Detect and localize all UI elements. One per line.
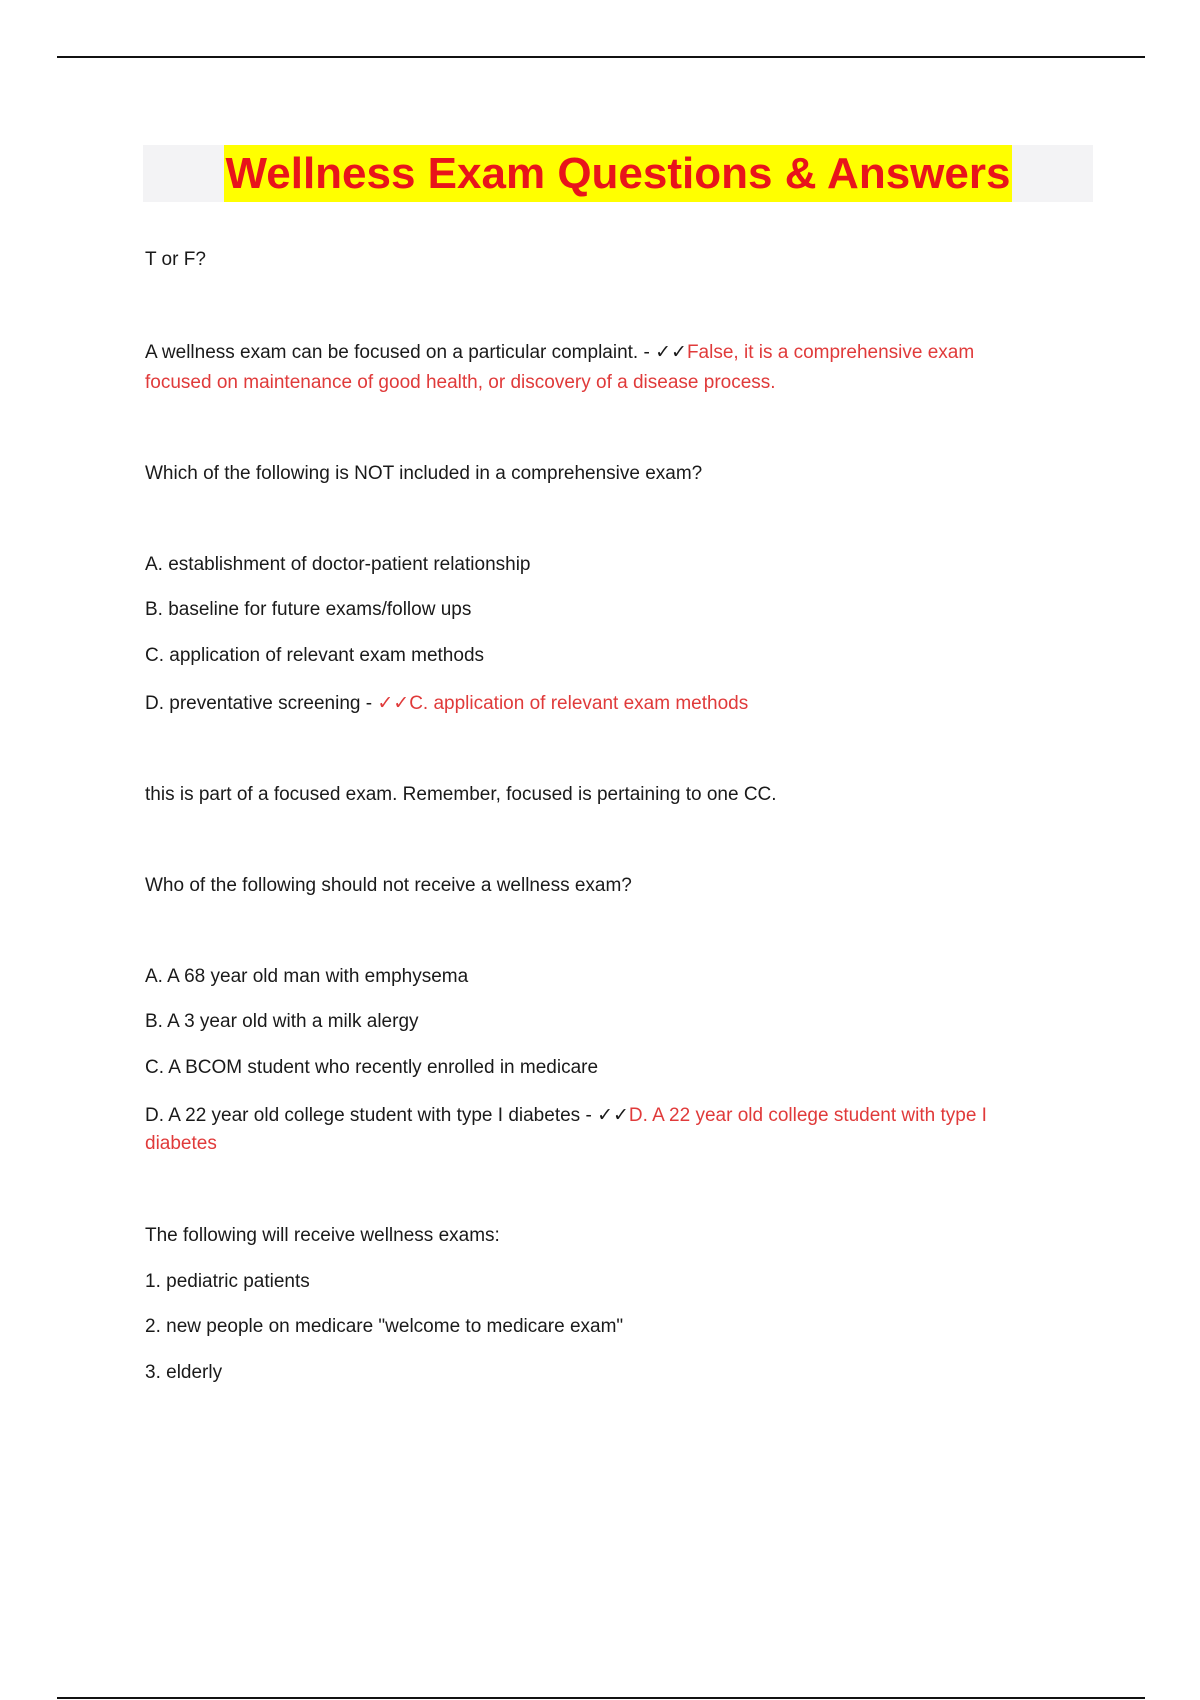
q2-option-c: C. application of relevant exam methods: [145, 645, 485, 666]
q3-option-d: [145, 1102, 987, 1130]
q3-option-d-text: D. A 22 year old college student with type I diabetes -: [145, 1105, 598, 1126]
question-2: Which of the following is NOT included in a comprehensive exam?: [145, 463, 703, 484]
q4-item-1: 1. pediatric patients: [145, 1271, 310, 1292]
tf-label: T or F?: [145, 249, 206, 270]
q4-item-3: 3. elderly: [145, 1362, 223, 1383]
answer-2: C. application of relevant exam methods: [409, 693, 749, 714]
q4-item-2: 2. new people on medicare "welcome to medicare exam": [145, 1316, 624, 1337]
page-title: Wellness Exam Questions & Answers: [224, 145, 1013, 202]
q3-option-a: A. A 68 year old man with emphysema: [145, 966, 469, 987]
question-1: [145, 339, 974, 367]
title-band: [143, 145, 1093, 202]
q2-option-a: A. establishment of doctor-patient relationship: [145, 554, 531, 575]
bottom-rule: [57, 1697, 1145, 1699]
q2-note: this is part of a focused exam. Remember, focused is pertaining to one CC.: [145, 784, 777, 805]
answer-1-line1: False, it is a comprehensive exam: [686, 342, 975, 363]
question-1-text: A wellness exam can be focused on a particular complaint. -: [145, 342, 656, 363]
answer-3-line1: D. A 22 year old college student with type I: [628, 1105, 987, 1126]
checkmark-icon: ✓✓: [597, 1105, 629, 1126]
q2-option-d: [145, 690, 748, 718]
q3-option-b: B. A 3 year old with a milk alergy: [145, 1011, 419, 1032]
q2-option-b: B. baseline for future exams/follow ups: [145, 599, 472, 620]
checkmark-icon: ✓✓: [377, 693, 410, 714]
answer-3-line2: diabetes: [145, 1133, 217, 1154]
top-rule: [57, 56, 1145, 58]
q2-option-d-text: D. preventative screening -: [145, 693, 378, 714]
answer-1-line2: focused on maintenance of good health, or discovery of a disease process.: [145, 372, 776, 393]
q3-option-c: C. A BCOM student who recently enrolled in medicare: [145, 1057, 599, 1078]
question-3: Who of the following should not receive a wellness exam?: [145, 875, 632, 896]
checkmark-icon: ✓✓: [655, 342, 687, 363]
q4-heading: The following will receive wellness exams:: [145, 1225, 500, 1246]
